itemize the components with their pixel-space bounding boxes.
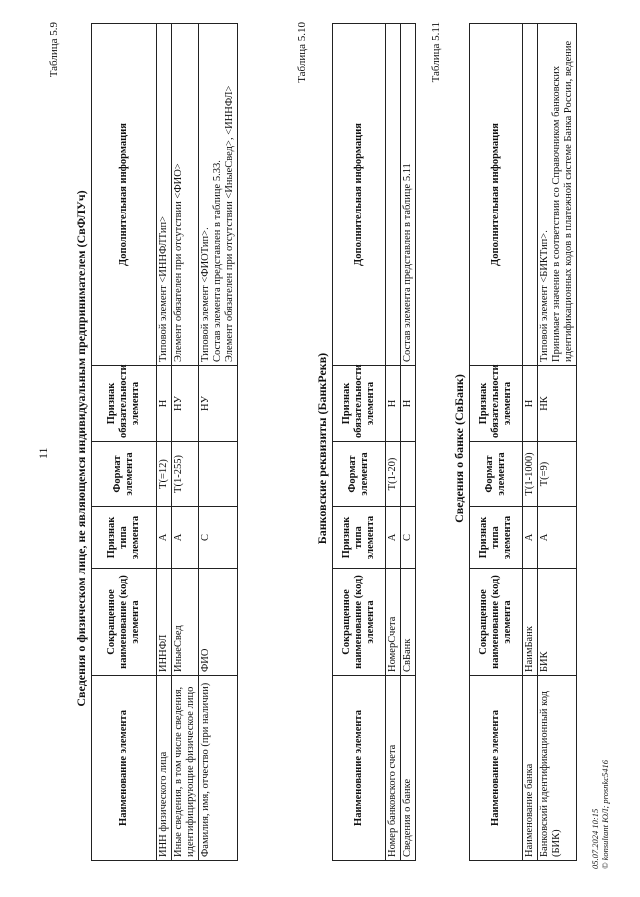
column-header: Сокращенное наименование (код) элемента [92,569,157,676]
column-header: Наименование элемента [470,676,523,861]
table-cell: Типовой элемент <ИННФЛТип> [157,24,172,366]
column-header: Дополнительная информация [470,24,523,366]
table-title-5-9: Сведения о физическом лице, не являющемся индивидуальным предпринимателем (СвФЛУч) [74,190,88,707]
column-header: Признак типа элемента [333,507,386,569]
column-header: Признак обязательности элемента [470,366,523,442]
table-cell: Сведения о банке [401,676,416,861]
table-5-11-body [470,24,577,861]
column-header: Формат элемента [333,442,386,507]
table-cell: А [157,507,172,569]
table-cell: Типовой элемент <ФИОТип>. Состав элемента представлен в таблице 5.33. Элемент обязателен при отсутствии <ИныеСвед>, <ИННФЛ> [199,24,238,366]
table-cell: Банковский идентификационный код (БИК) [538,676,577,861]
table-cell: НК [538,366,577,442]
table-cell: НомерСчета [386,569,401,676]
table-cell: Номер банковского счета [386,676,401,861]
table-cell: ИНН физического лица [157,676,172,861]
table-row [538,24,577,861]
table-5-11 [469,23,577,861]
table-cell: T(1-20) [386,442,401,507]
table-cell: А [523,507,538,569]
table-cell: Н [386,366,401,442]
table-5-10-body [333,24,416,861]
table-5-10 [332,23,416,861]
table-cell: T(1-255) [172,442,199,507]
table-cell: Элемент обязателен при отсутствии <ФИО> [172,24,199,366]
header-row [333,24,386,861]
column-header: Формат элемента [470,442,523,507]
footer-stamp [590,760,610,869]
column-header: Сокращенное наименование (код) элемента [333,569,386,676]
column-header: Признак обязательности элемента [333,366,386,442]
table-cell [401,442,416,507]
column-header: Наименование элемента [92,676,157,861]
table-cell: Иные сведения, в том числе сведения, идентифицирующие физическое лицо [172,676,199,861]
table-cell: ИННФЛ [157,569,172,676]
table-cell [386,24,401,366]
table-cell: Н [523,366,538,442]
table-cell: Типовой элемент <БИКТип>. Принимает значение в соответствии со Справочником банковских идентификационных кодов в платежной системе Банка России, ведение [538,24,577,366]
table-cell: Состав элемента представлен в таблице 5.11 [401,24,416,366]
table-cell: С [401,507,416,569]
page-number: 11 [36,447,50,459]
table-cell: T(=9) [538,442,577,507]
column-header: Признак типа элемента [92,507,157,569]
table-cell: А [386,507,401,569]
column-header: Наименование элемента [333,676,386,861]
table-cell: БИК [538,569,577,676]
table-title-5-10: Банковские реквизиты (БанкРекв) [315,352,329,545]
column-header: Признак типа элемента [470,507,523,569]
table-cell: НУ [199,366,238,442]
table-label-5-11: Таблица 5.11 [430,22,442,83]
table-cell: T(1-1000) [523,442,538,507]
table-row [157,24,172,861]
table-cell: СвБанк [401,569,416,676]
table-5-9 [91,23,238,861]
column-header: Формат элемента [92,442,157,507]
column-header: Сокращенное наименование (код) элемента [470,569,523,676]
table-cell: А [172,507,199,569]
table-cell: Наименование банка [523,676,538,861]
table-row [401,24,416,861]
footer-line-1: 05.07.2024 10:15 [590,808,600,869]
table-cell [199,442,238,507]
table-5-9-body [92,24,238,861]
column-header: Дополнительная информация [333,24,386,366]
table-title-5-11: Сведения о банке (СвБанк) [452,374,466,523]
table-label-5-10: Таблица 5.10 [296,22,308,83]
table-cell: Фамилия, имя, отчество (при наличии) [199,676,238,861]
table-row [172,24,199,861]
table-cell: T(=12) [157,442,172,507]
table-label-5-9: Таблица 5.9 [48,22,60,78]
header-row [470,24,523,861]
column-header: Дополнительная информация [92,24,157,366]
table-cell: ИныеСвед [172,569,199,676]
table-cell: НУ [172,366,199,442]
table-cell: А [538,507,577,569]
header-row [92,24,157,861]
table-row [386,24,401,861]
table-row [523,24,538,861]
table-cell: С [199,507,238,569]
table-cell: Н [401,366,416,442]
table-row [199,24,238,861]
column-header: Признак обязательности элемента [92,366,157,442]
table-cell [523,24,538,366]
table-cell: ФИО [199,569,238,676]
footer-line-2: © konsultant ЮЛ; prosnkc5416 [600,760,610,869]
table-cell: Н [157,366,172,442]
table-cell: НаимБанк [523,569,538,676]
